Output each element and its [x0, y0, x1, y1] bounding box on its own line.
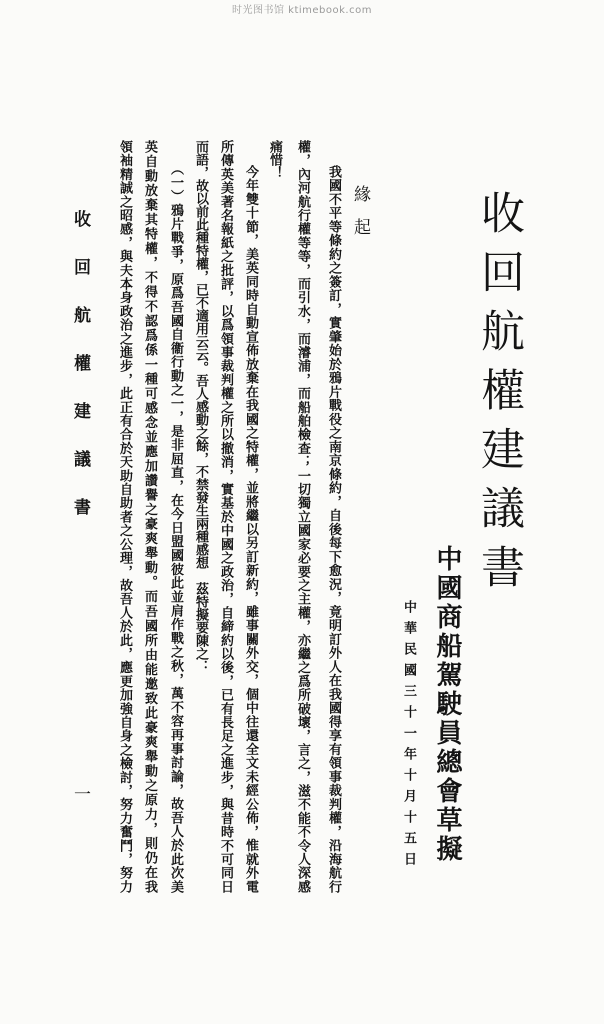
watermark-text: 时光图书馆 ktimebook.com [232, 5, 372, 16]
running-title: 收回航權建議書 [70, 210, 90, 546]
body-line: 領袖精誠之昭感，與夫本身政治之進步，此正有合於天助自助者之公理，故吾人於此，應更加強自身之檢討，努力奮鬥，努力 [117, 140, 132, 893]
author-line: 中國商船駕駛員總會草擬 [432, 545, 462, 864]
body-line: 今年雙十節，美英同時自動宣佈放棄在我國之特權，並將繼以另訂新約，雖事關外交，個中往還全文未經公佈，惟就外電 [243, 165, 258, 893]
body-line: 而語，故以前此種特權，已不適用云云。吾人感動之餘，不禁發生兩種感想 茲特擬要陳之： [193, 140, 208, 673]
body-line: 我國不平等條約之簽訂，實肇始於鴉片戰役之南京條約，自後每下愈況，竟明訂外人在我國得享有領事裁判權，沿海航行 [326, 165, 341, 893]
page-number: 一 [70, 785, 90, 802]
body-line: （一）鴉片戰爭，原爲吾國自衞行動之一，是非屈直，在今日盟國彼此並肩作戰之秋，萬不容再事討論，故吾人於此次美 [168, 162, 183, 893]
body-line: 痛惜！ [267, 140, 282, 179]
date-line: 中華民國三十一年十月十五日 [401, 600, 416, 873]
section-heading: 緣起 [350, 185, 370, 251]
body-line: 權，內河航行權等等，而引水，而濬浦，而船舶檢查；一切獨立國家必要之主權，亦繼之爲所破壞，言之，滋不能不令人深感 [295, 140, 310, 893]
body-line: 所傳英美著名報紙之批評，以爲領事裁判權之所以撤消，實基於中國之政治，自締約以後，已有長足之進步，與昔時不可同日 [218, 140, 233, 893]
document-title: 收回航權建議書 [473, 190, 524, 603]
body-line: 英自動放棄其特權，不得不認爲係一種可感念並應加讚譽之豪爽舉動。而吾國所由能邀致此豪爽舉動之原力，則仍在我 [142, 140, 157, 893]
